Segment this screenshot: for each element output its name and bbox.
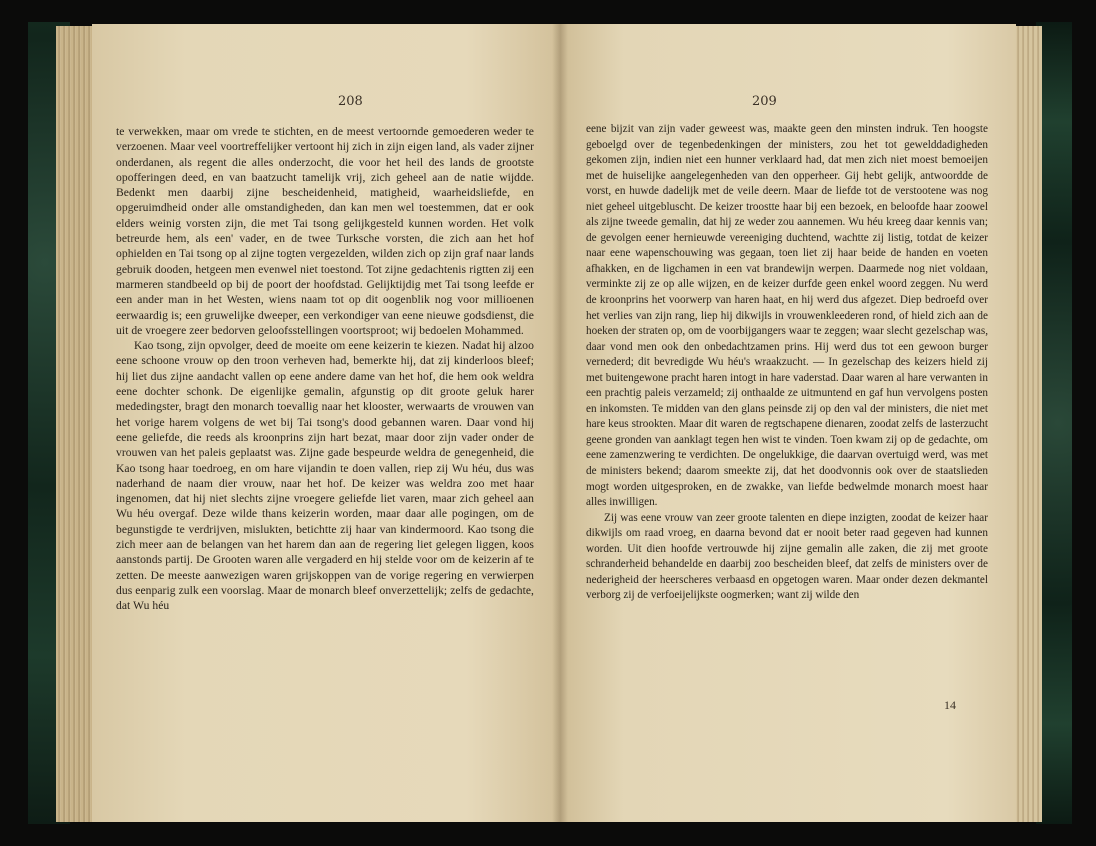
right-page-number: 209: [752, 94, 777, 109]
right-paragraph-2: Zij was eene vrouw van zeer groote talenten en diepe inzigten, zoodat de keizer haar dikwijls om raad vroeg, en daarna bevond dat er nooit beter raad gegeven had kunnen worden. Uit dien hoofde vertrouwde hij zijne gemalin alle zaken, die zij met groote schranderheid behandelde en daarbij zoo bescheiden bleef, dat zelfs de ministers over de nederigheid der heerscheres verbaasd en opgetogen waren. Maar onder dezen dekmantel verborg zij de verfoeijelijkste oogmerken; want zij wilde den: [586, 511, 988, 602]
left-page-text: [116, 124, 534, 614]
book-gutter: [552, 24, 568, 822]
right-paragraph-1: eene bijzit van zijn vader geweest was, maakte geen den minsten indruk. Ten hoogste geboelgd over de tegenbedenkingen der ministers, zou het tot gewelddadigheden gekomen zijn, indien niet een hunner verklaard had, dat men zich niet moest bemoeijen met de huiselijke aangelegenheden van den opperheer. Gij hebt gelijk, antwoordde de vorst, en huwde dadelijk met de veile deern. Maar de liefde tot de verstootene was nog niet geheel uitgebluscht. De keizer troostte haar bij een bezoek, en beloofde haar zoowel als zijne tweede gemalin, dat hij ze weder zou aannemen. Wu héu kreeg daar kennis van; de gevolgen eener hernieuwde vereeniging duchtend, wachtte zij listig, totdat de keizer naar eene wapenschouwing was gegaan, toen liet zij haar beide de handen en voeten afhakken, en de ligchamen in een vat brandewijn werpen. Daarmede nog niet voldaan, verminkte zij ze op alle wijzen, en de keizer durfde geen enkel woord zeggen. Nu werd de kroonprins het voorwerp van haren haat, en hij werd dus afgezet. Diep bedroefd over het verlies van zijn rang, liep hij dikwijls in vrouwenkleederen rond, of hield zich aan de hoeken der straten op, om de voorbijgangers waar te zeggen; waar slecht gezelschap was, daar vond men ook den onbedachtzamen prins. Hij werd dus tot een gewoon burger vernederd; dit bevredigde Wu héu's wraakzucht. — In gezelschap des keizers hield zij met buitengewone pracht haren intogt in hare vaderstad. Daar waren al hare verwanten in een prachtig paleis verzameld; zij onthaalde ze uitmuntend en gaf hun vervolgens posten en inkomsten. Te midden van den glans peinsde zij op den val der ministers, die niet met hare keus strookten. Maar dit waren de regtschapene dienaren, zoodat zelfs de lasterzucht geene gronden van aanklagt tegen hen wist te vinden. Toen kwam zij op de gedachte, om eene zamenzwering te verdichten. De ongelukkige, die daarvan overtuigd werd, was met de ministers bekend; daarom smeekte zij, dat het doodvonnis ook over de staatslieden mogt worden uitgesproken, en de zwakke, van liefde bedwelmde monarch moest haar alles inwilligen.: [586, 123, 988, 509]
page-edges-left: [56, 26, 96, 822]
left-paragraph-2: Kao tsong, zijn opvolger, deed de moeite om eene keizerin te kiezen. Nadat hij alzoo eene schoone vrouw op den troon verheven had, bemerkte hij, dat zij kinderloos bleef; hij liet dus zijne aandacht vallen op eene andere dame van het hof, die hem ook weldra eene dochter schonk. De eigenlijke gemalin, afgunstig op dit groote geluk harer mededingster, bragt den monarch toevallig naar het klooster, werwaarts de vrouwen van het vorige harem volgens de wet bij Tai tsong's dood gebannen waren. Daar vond hij eene geliefde, die reeds als kroonprins zijn hart bezat, maar door zijn vader onder de vrouwen van het paleis geplaatst was. Zijne gade bespeurde weldra de genegenheid, die Kao tsong haar toedroeg, en om hare vijandin te doen vallen, riep zij Wu héu, dus was naderhand de naam dier vrouw, naar het hof. De keizer was weldra zoo met haar ingenomen, dat hij niet slechts zijne vroegere geliefde liet varen, maar zich geheel aan Wu héu overgaf. Deze wilde thans keizerin worden, maar daar alle pogingen, om de begunstigde te verdrijven, mislukten, betichtte zij haar van kindermoord. Kao tsong die zich meer aan de belangen van het harem dan aan de regering liet gelegen liggen, koos aanstonds partij. De Grooten waren alle vergaderd en hij stelde voor om de keizerin af te zetten. De meeste aanwezigen waren grijskoppen van de vorige regering en verwierpen dus eenparig zulk een voorslag. Maar de monarch bleef onverzettelijk; zelfs de gedachte, dat Wu héu: [116, 339, 534, 613]
signature-mark: 14: [944, 698, 956, 712]
left-page-number: 208: [338, 94, 363, 109]
right-page-text: [586, 122, 988, 604]
left-paragraph-1: te verwekken, maar om vrede te stichten, en de meest vertoornde gemoederen weder te verzoenen. Maar veel voortreffelijker vertoont hij zich in zijn eigen land, als vader zijner onderdanen, als regent die alles onderzocht, die voor het heil des lands de grootste opofferingen deed, en van baatzucht tamelijk vrij, zich geheel aan de natie wijdde. Bedenkt men daarbij zijne bescheidenheid, matigheid, waarheidsliefde, en opgeruimdheid onder alle omstandigheden, dan kan men wel toestemmen, dat er ook elders weinig vorsten zijn, die met Tai tsong gelijkgesteld kunnen worden. Het volk betreurde hem, als een' vader, en de twee Turksche vorsten, die zich aan het hof ophielden en Tai tsong op al zijne togten vergezelden, wilden zich op zijn graf naar lands gebruik dooden, hetgeen men evenwel niet toestond. Tot zijne gedachtenis rigtten zij een marmeren standbeeld op bij de poort der hoofdstad. Gelijktijdig met Tai tsong leefde er een ander man in het Westen, wiens naam tot op dit oogenblik nog voor millioenen eerwaardig is; een gruwelijke dweeper, een verkondiger van eene nieuwe godsdienst, die uit de vroegere zeer bedorven geloofsstellingen voortsproot; wij bedoelen Mohammed.: [116, 125, 534, 337]
